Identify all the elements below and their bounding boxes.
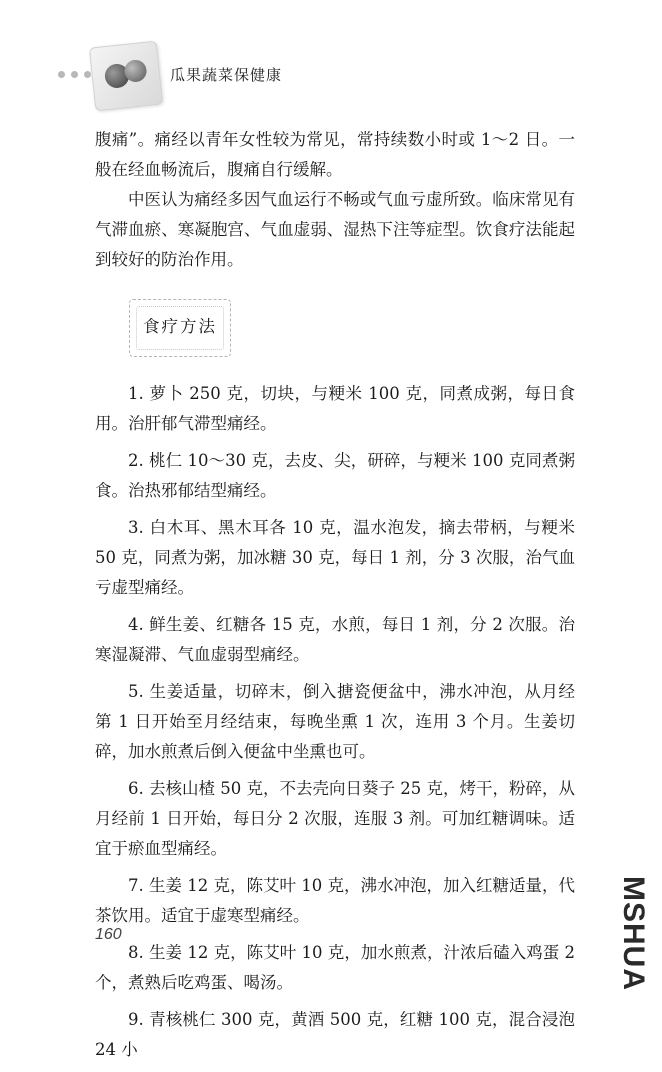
dot-icon <box>84 71 91 78</box>
intro-paragraph: 中医认为痛经多因气血运行不畅或气血亏虚所致。临床常见有气滞血瘀、寒凝胞宫、气血虚弱、湿热下注等症型。饮食疗法能起到较好的防治作用。 <box>95 190 575 269</box>
recipe-item: 3. 白木耳、黑木耳各 10 克，温水泡发，摘去带柄，与粳米 50 克，同煮为粥，加冰糖 30 克，每日 1 剂，分 3 次服，治气血亏虚型痛经。 <box>95 518 575 597</box>
intro-paragraph: 腹痛”。痛经以青年女性较为常见，常持续数小时或 1～2 日。一般在经血畅流后，腹痛自行缓解。 <box>95 130 575 179</box>
section-heading <box>129 299 575 357</box>
watermark: MSHUA <box>617 876 650 991</box>
recipe-item: 8. 生姜 12 克，陈艾叶 10 克，加水煎煮，汁浓后磕入鸡蛋 2 个，煮熟后吃鸡蛋、喝汤。 <box>95 943 575 992</box>
decorative-dots <box>58 71 91 78</box>
page-body <box>95 125 575 1072</box>
running-header-title: 瓜果蔬菜保健康 <box>170 66 283 84</box>
fruit-logo-icon <box>89 41 163 112</box>
recipe-item: 9. 青核桃仁 300 克，黄酒 500 克，红糖 100 克，混合浸泡 24 小 <box>95 1010 575 1059</box>
recipe-item: 5. 生姜适量，切碎末，倒入搪瓷便盆中，沸水冲泡，从月经第 1 日开始至月经结束，每晚坐熏 1 次，连用 3 个月。生姜切碎，加水煎煮后倒入便盆中坐熏也可。 <box>95 682 575 761</box>
recipe-item: 2. 桃仁 10～30 克，去皮、尖，研碎，与粳米 100 克同煮粥食。治热邪郁结型痛经。 <box>95 451 575 500</box>
dot-icon <box>58 71 65 78</box>
recipe-item: 7. 生姜 12 克，陈艾叶 10 克，沸水冲泡，加入红糖适量，代茶饮用。适宜于虚寒型痛经。 <box>95 876 575 925</box>
dot-icon <box>71 71 78 78</box>
section-title: 食疗方法 <box>143 317 217 336</box>
recipe-item: 1. 萝卜 250 克，切块，与粳米 100 克，同煮成粥，每日食用。治肝郁气滞型痛经。 <box>95 384 575 433</box>
page-header <box>58 40 618 110</box>
recipe-item: 4. 鲜生姜、红糖各 15 克，水煎，每日 1 剂，分 2 次服。治寒湿凝滞、气血虚弱型痛经。 <box>95 615 575 664</box>
page-number: 160 <box>95 926 122 943</box>
recipe-list <box>95 379 575 1065</box>
recipe-item: 6. 去核山楂 50 克，不去壳向日葵子 25 克，烤干，粉碎，从月经前 1 日开始，每日分 2 次服，连服 3 剂。可加红糖调味。适宜于瘀血型痛经。 <box>95 779 575 858</box>
